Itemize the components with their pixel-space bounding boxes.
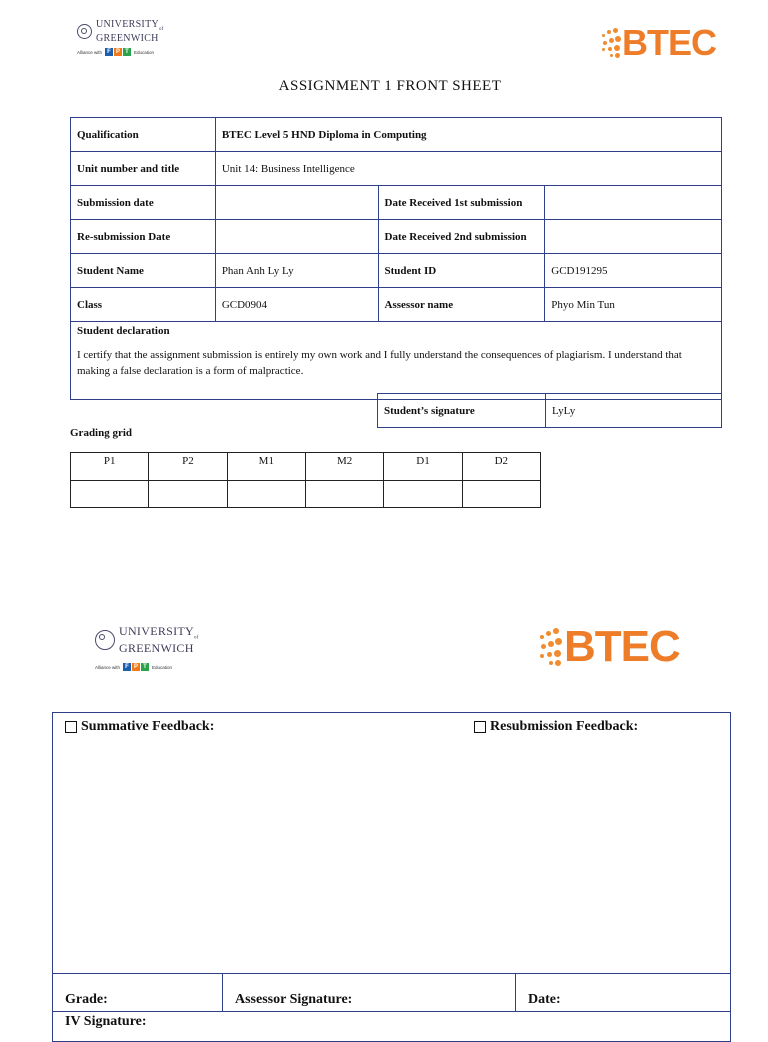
- alliance-with-text: Alliance with: [95, 664, 121, 670]
- table-row: [71, 186, 722, 220]
- feedback-box: [52, 712, 731, 1042]
- signature-label: Student’s signature: [378, 394, 546, 428]
- btec-logo-2: [538, 622, 680, 672]
- declaration-heading: Student declaration: [77, 325, 170, 337]
- page-title: ASSIGNMENT 1 FRONT SHEET: [278, 78, 502, 94]
- summative-feedback: [65, 719, 214, 735]
- resubmission-feedback: [474, 719, 638, 735]
- grade-header-m1: M1: [227, 453, 305, 481]
- assessor-name-label: Assessor name: [378, 288, 545, 322]
- table-row: [71, 118, 722, 152]
- resubmission-feedback-label: Resubmission Feedback:: [490, 719, 639, 734]
- btec-logo: [600, 22, 716, 64]
- qualification-value: BTEC Level 5 HND Diploma in Computing: [215, 118, 721, 152]
- table-row: [378, 394, 722, 428]
- date-received-1-label: Date Received 1st submission: [378, 186, 545, 220]
- btec-dots-icon: [600, 26, 622, 60]
- fpt-letter: F: [105, 48, 113, 56]
- student-name-label: Student Name: [71, 254, 216, 288]
- iv-signature-row: [53, 1011, 730, 1029]
- grade-header-m2: M2: [305, 453, 383, 481]
- grade-header-d1: D1: [384, 453, 462, 481]
- student-id-label: Student ID: [378, 254, 545, 288]
- btec-wordmark: BTEC: [622, 22, 716, 63]
- grade-header-d2: D2: [462, 453, 540, 481]
- greenwich-crest-icon: [77, 24, 92, 39]
- student-id-value: GCD191295: [545, 254, 722, 288]
- fpt-letter: F: [123, 663, 131, 671]
- signature-table: [377, 393, 722, 428]
- fpt-letter: T: [123, 48, 131, 56]
- table-row: [71, 254, 722, 288]
- submission-date-value: [215, 186, 378, 220]
- front-sheet-table: [70, 117, 722, 400]
- greenwich-logo-line2: GREENWICH: [119, 641, 194, 656]
- alliance-with-text: Alliance with: [77, 49, 103, 55]
- fpt-letter: P: [134, 664, 139, 671]
- grade-cell-p1: [71, 481, 149, 508]
- education-text: Education: [134, 49, 155, 55]
- education-text: Education: [152, 664, 173, 670]
- fpt-logo-icon: [123, 663, 149, 671]
- student-declaration: [71, 322, 722, 400]
- table-row: [71, 453, 541, 481]
- fpt-letter: T: [141, 663, 149, 671]
- grading-grid-table: [70, 452, 541, 508]
- resubmission-date-value: [215, 220, 378, 254]
- table-row: [71, 322, 722, 400]
- grade-label: Grade:: [65, 992, 108, 1007]
- greenwich-logo: [77, 20, 164, 56]
- resubmission-date-label: Re-submission Date: [71, 220, 216, 254]
- grade-cell-p2: [149, 481, 227, 508]
- column-divider: [515, 974, 516, 1012]
- grading-grid-label: Grading grid: [70, 427, 133, 439]
- iv-signature-label: IV Signature:: [65, 1014, 147, 1029]
- greenwich-logo-line1: UNIVERSITY: [119, 624, 194, 638]
- column-divider: [222, 974, 223, 1012]
- resubmission-feedback-checkbox[interactable]: [474, 721, 486, 733]
- unit-value: Unit 14: Business Intelligence: [215, 152, 721, 186]
- student-name-value: Phan Anh Ly Ly: [215, 254, 378, 288]
- summative-feedback-checkbox[interactable]: [65, 721, 77, 733]
- summative-feedback-label: Summative Feedback:: [81, 719, 215, 734]
- grade-cell-d1: [384, 481, 462, 508]
- grade-cell-d2: [462, 481, 540, 508]
- greenwich-logo-line1: UNIVERSITY: [96, 19, 159, 30]
- greenwich-logo-line2: GREENWICH: [96, 33, 159, 44]
- date-received-1-value: [545, 186, 722, 220]
- table-row: [71, 152, 722, 186]
- fpt-letter: P: [116, 49, 121, 55]
- fpt-logo-icon: [105, 48, 131, 56]
- alliance-line: [77, 48, 164, 56]
- grade-header-p2: P2: [149, 453, 227, 481]
- date-label: Date:: [528, 992, 561, 1007]
- assessor-signature-label: Assessor Signature:: [235, 992, 353, 1007]
- declaration-text: I certify that the assignment submission is entirely my own work and I fully understand the consequences of plagiarism. I understand that making a false declaration is a form of malpractice.: [77, 349, 682, 377]
- feedback-signature-row: [53, 973, 730, 1012]
- class-label: Class: [71, 288, 216, 322]
- btec-wordmark: BTEC: [564, 622, 680, 671]
- signature-value: LyLy: [546, 394, 722, 428]
- grade-cell-m2: [305, 481, 383, 508]
- greenwich-logo-of: of: [194, 635, 199, 641]
- date-received-2-label: Date Received 2nd submission: [378, 220, 545, 254]
- table-row: [71, 220, 722, 254]
- greenwich-logo-of: of: [159, 27, 164, 32]
- unit-label: Unit number and title: [71, 152, 216, 186]
- qualification-label: Qualification: [71, 118, 216, 152]
- grade-cell-m1: [227, 481, 305, 508]
- date-received-2-value: [545, 220, 722, 254]
- table-row: [71, 481, 541, 508]
- table-row: [71, 288, 722, 322]
- greenwich-crest-icon: [95, 630, 115, 650]
- grade-header-p1: P1: [71, 453, 149, 481]
- class-value: GCD0904: [215, 288, 378, 322]
- assessor-name-value: Phyo Min Tun: [545, 288, 722, 322]
- greenwich-logo-2: [95, 626, 199, 671]
- submission-date-label: Submission date: [71, 186, 216, 220]
- btec-dots-icon: [538, 625, 564, 669]
- alliance-line: [95, 663, 199, 671]
